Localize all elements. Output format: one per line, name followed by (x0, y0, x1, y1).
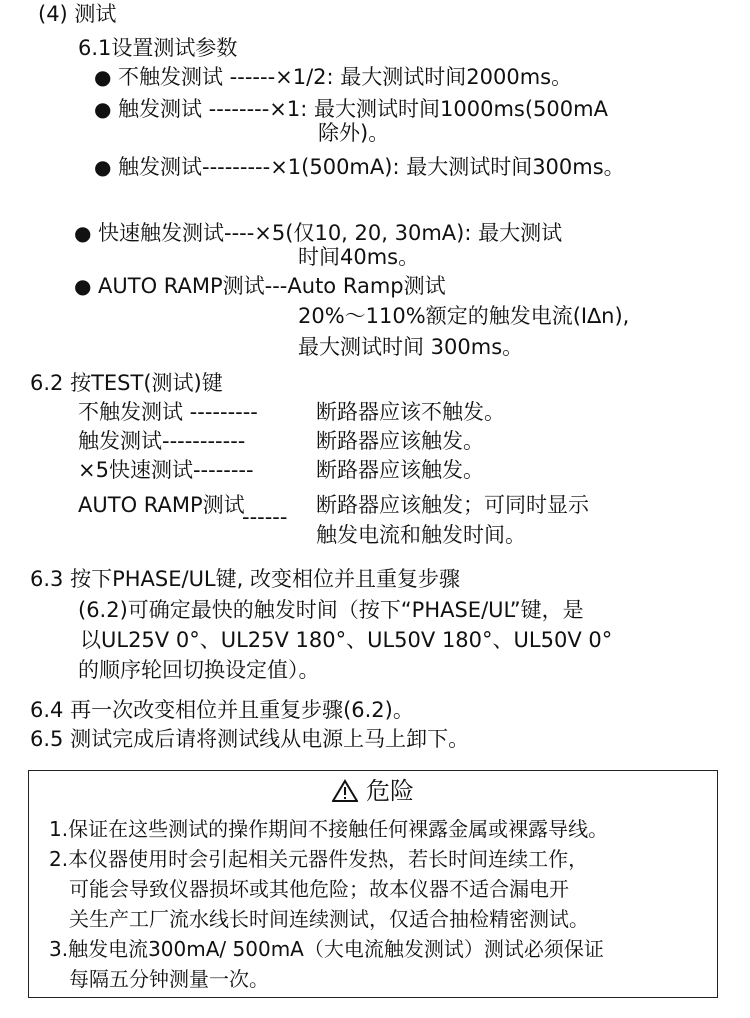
section-title: (4) 测试 (38, 2, 117, 26)
danger-title-text: 危险 (366, 777, 414, 805)
warning-triangle-icon (332, 779, 358, 803)
s61-item-5-cont-2: 最大测试时间 300ms。 (298, 335, 524, 359)
bullet-icon: ● (94, 65, 112, 89)
danger-line-4: 关生产工厂流水线长时间连续测试，仅适合抽检精密测试。 (69, 907, 589, 931)
s61-item-3: 触发测试---------×1(500mA): 最大测试时间300ms。 (118, 155, 625, 179)
danger-title (29, 771, 717, 811)
s62-row-3-label: ×5快速测试-------- (78, 458, 254, 482)
s62-row-1-label: 不触发测试 --------- (78, 400, 258, 424)
danger-line-5: 3.触发电流300mA/ 500mA（大电流触发测试）测试必须保证 (49, 937, 604, 961)
s62-title: 6.2 按TEST(测试)键 (30, 371, 223, 395)
s64: 6.4 再一次改变相位并且重复步骤(6.2)。 (30, 698, 414, 722)
s61-item-5-cont-1: 20%～110%额定的触发电流(I∆n), (298, 304, 630, 328)
s62-row-4-label: AUTO RAMP测试 (78, 493, 245, 517)
s62-row-1-result: 断路器应该不触发。 (316, 400, 505, 424)
s61-item-1: 不触发测试 ------×1/2: 最大测试时间2000ms。 (118, 65, 573, 89)
danger-line-2: 2.本仪器使用时会引起相关元器件发热，若长时间连续工作， (49, 847, 589, 871)
bullet-icon: ● (74, 221, 92, 245)
bullet-icon: ● (74, 274, 92, 298)
s63-line-2: (6.2)可确定最快的触发时间（按下“PHASE/UL”键，是 (78, 598, 584, 622)
s61-title: 6.1设置测试参数 (78, 36, 238, 60)
s61-item-5: AUTO RAMP测试---Auto Ramp测试 (98, 274, 446, 298)
s62-row-2-label: 触发测试----------- (78, 429, 246, 453)
s62-row-4-result-cont: 触发电流和触发时间。 (316, 523, 526, 547)
s62-row-4-result: 断路器应该触发；可同时显示 (316, 493, 589, 517)
s61-item-2-cont: 除外)。 (318, 121, 390, 145)
danger-line-3: 可能会导致仪器损坏或其他危险；故本仪器不适合漏电开 (69, 877, 569, 901)
s62-row-3-result: 断路器应该触发。 (316, 458, 484, 482)
s63-line-3: 以UL25V 0°、UL25V 180°、UL50V 180°、UL50V 0° (80, 628, 613, 652)
bullet-icon: ● (94, 97, 112, 121)
danger-line-6: 每隔五分钟测量一次。 (69, 967, 269, 991)
s62-row-4-dash: ------ (242, 505, 288, 529)
s65: 6.5 测试完成后请将测试线从电源上马上卸下。 (30, 727, 470, 751)
danger-line-1: 1.保证在这些测试的操作期间不接触任何裸露金属或裸露导线。 (49, 817, 609, 841)
s63-line-4: 的顺序轮回切换设定值）。 (78, 658, 320, 682)
s62-row-2-result: 断路器应该触发。 (316, 429, 484, 453)
s61-item-4-cont: 时间40ms。 (298, 245, 420, 269)
danger-box (28, 770, 718, 998)
s63-line-1: 6.3 按下PHASE/UL键, 改变相位并且重复步骤 (30, 567, 460, 591)
bullet-icon: ● (94, 155, 112, 179)
s61-item-2: 触发测试 --------×1: 最大测试时间1000ms(500mA (118, 97, 608, 121)
s61-item-4: 快速触发测试----×5(仅10, 20, 30mA): 最大测试 (98, 221, 563, 245)
